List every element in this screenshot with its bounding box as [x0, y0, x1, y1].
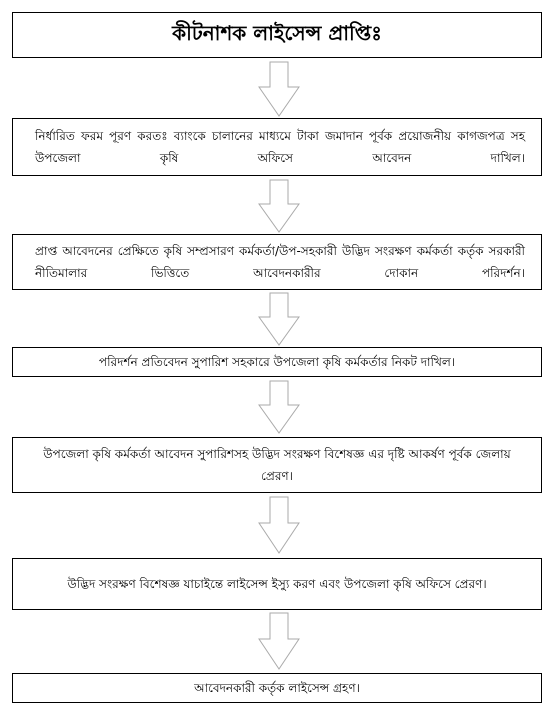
step-text-5: উদ্ভিদ সংরক্ষণ বিশেষজ্ঞ যাচাইন্তে লাইসেন্স ইস্যু করণ এবং উপজেলা কৃষি অফিসে প্রেরণ। [67, 577, 487, 591]
step-text-4: উপজেলা কৃষি কর্মকর্তা আবেদন সুপারিশসহ উদ্ভিদ সংরক্ষণ বিশেষজ্ঞ এর দৃষ্টি আকর্ষণ পূর্বক জেলায় প্রেরণ। [43, 447, 511, 483]
step-text-3: পরিদর্শন প্রতিবেদন সুপারিশ সহকারে উপজেলা কৃষি কর্মকর্তার নিকট দাখিল। [98, 355, 456, 369]
step-box-5 [12, 558, 542, 610]
down-arrow-icon [258, 179, 300, 233]
step-text-6: আবেদনকারী কর্তৃক লাইসেন্স গ্রহণ। [194, 681, 360, 695]
flowchart-title-box [12, 12, 542, 58]
down-arrow-icon [258, 496, 300, 554]
step-box-4 [12, 437, 542, 493]
step-box-3 [12, 347, 542, 377]
down-arrow-icon [258, 612, 300, 670]
step-box-6 [12, 673, 542, 703]
flowchart-title: কীটনাশক লাইসেন্স প্রাপ্তিঃ [172, 20, 382, 45]
step-text-1: নির্ধারিত ফরম পূরণ করতঃ ব্যাংকে চালানের মাধ্যমে টাকা জমাদান পূর্বক প্রয়োজনীয় কাগজপত্র সহ উপজেলা কৃষি অফিসে আবেদন দাখিল। [35, 129, 525, 165]
down-arrow-icon [258, 61, 300, 117]
step-box-1 [12, 118, 542, 176]
down-arrow-icon [258, 380, 300, 434]
down-arrow-icon [258, 292, 300, 346]
step-text-2: প্রাপ্ত আবেদনের প্রেক্ষিতে কৃষি সম্প্রসারণ কর্মকর্তা/উপ-সহকারী উদ্ভিদ সংরক্ষণ কর্মকর্তা কর্তৃক সরকারী নীতিমালার ভিত্তিতে আবেদনকারীর দোকান পরিদর্শন। [35, 244, 525, 280]
step-box-2 [12, 234, 542, 290]
